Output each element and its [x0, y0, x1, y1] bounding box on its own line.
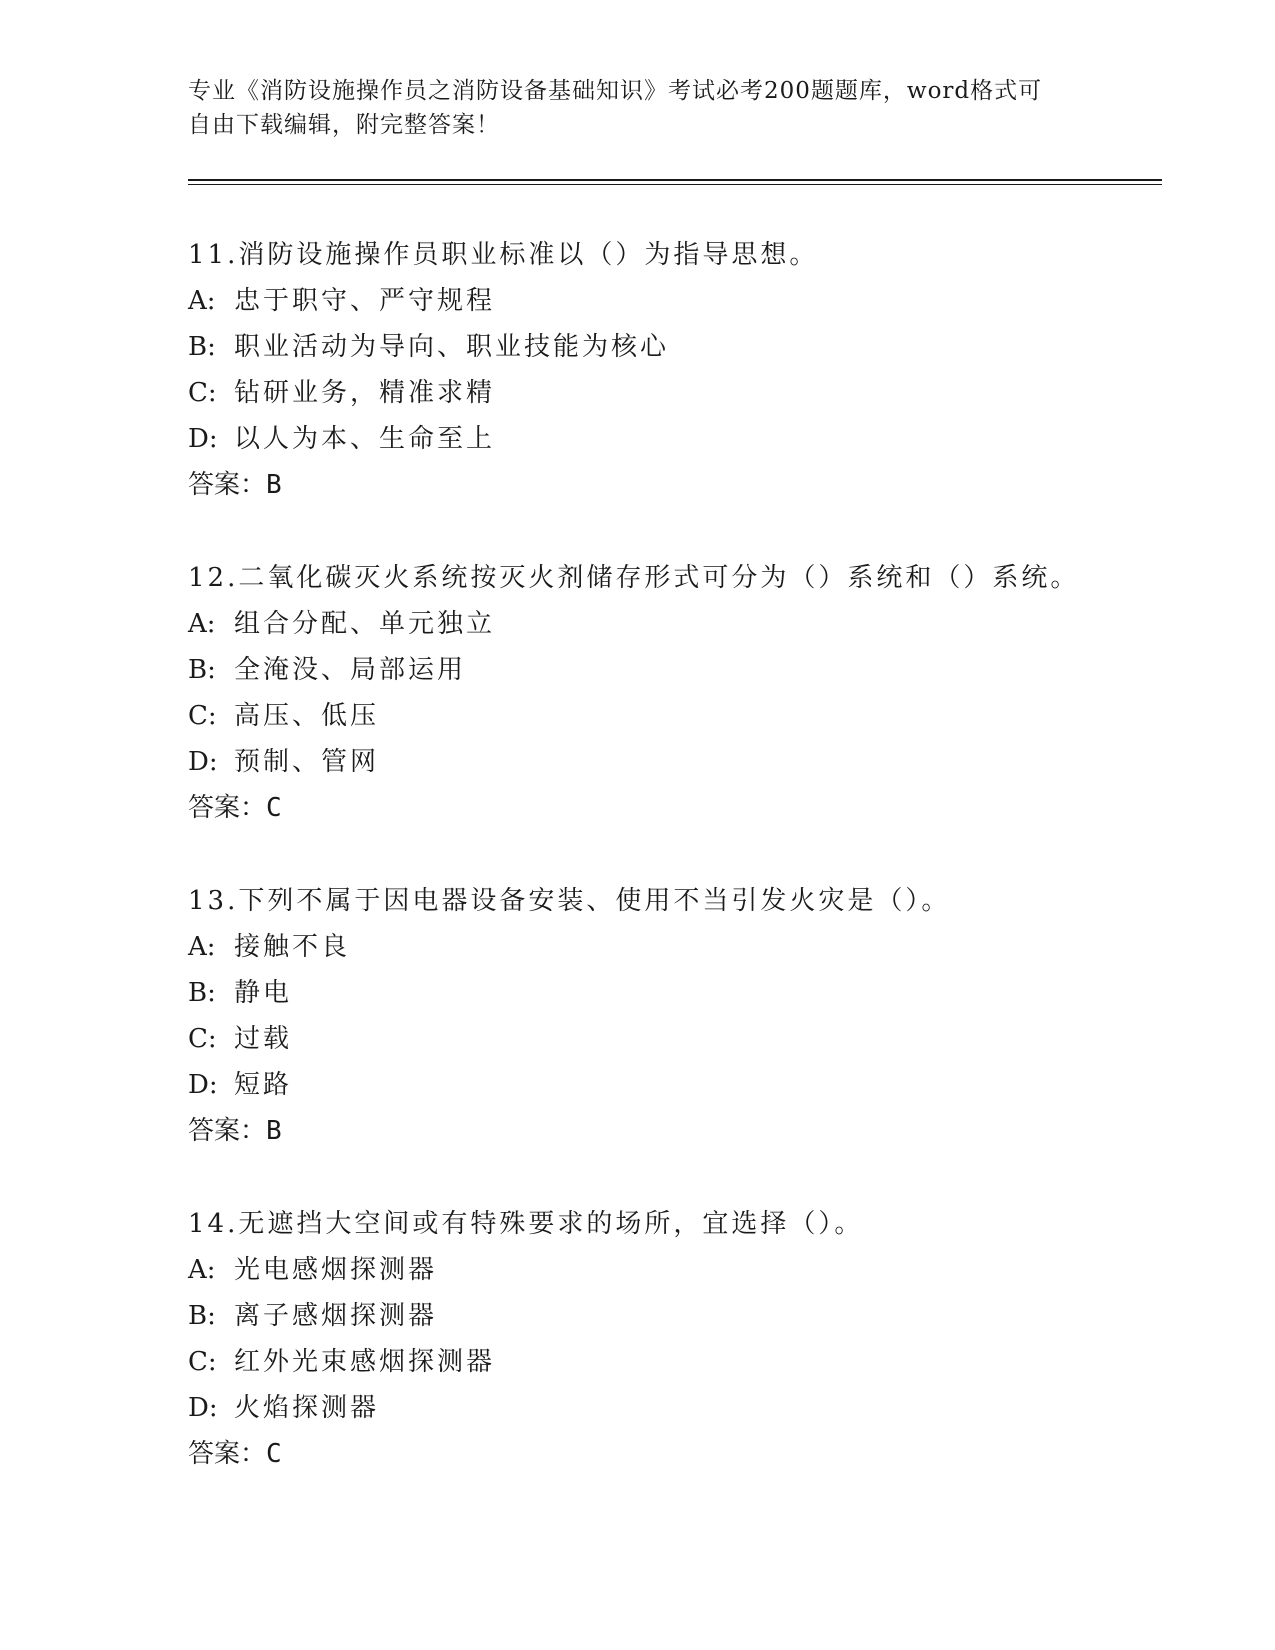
- document-header: [188, 74, 1088, 142]
- option-text: 短路: [234, 1070, 293, 1100]
- option-text: 忠于职守、严守规程: [234, 286, 496, 316]
- option-key: A:: [188, 609, 216, 639]
- answer-value: C: [266, 1439, 282, 1469]
- option-text: 高压、低压: [234, 701, 380, 731]
- answer-line: [188, 462, 1148, 508]
- option-key: C:: [188, 1347, 217, 1377]
- option-text: 过载: [234, 1024, 293, 1054]
- option-a: [188, 1247, 1148, 1293]
- option-key: A:: [188, 286, 216, 316]
- option-key: C:: [188, 378, 217, 408]
- answer-line: [188, 1431, 1148, 1477]
- option-key: B:: [188, 1301, 216, 1331]
- question-item: [188, 232, 1148, 508]
- answer-label: 答案：: [188, 470, 267, 500]
- option-text: 全淹没、局部运用: [234, 655, 467, 685]
- option-key: B:: [188, 655, 216, 685]
- option-d: [188, 1385, 1148, 1431]
- answer-label: 答案：: [188, 1439, 267, 1469]
- option-b: [188, 324, 1148, 370]
- option-a: [188, 601, 1148, 647]
- answer-value: B: [266, 470, 282, 500]
- option-a: [188, 278, 1148, 324]
- option-key: D:: [188, 1070, 218, 1100]
- option-key: A:: [188, 932, 216, 962]
- option-text: 组合分配、单元独立: [234, 609, 496, 639]
- option-text: 光电感烟探测器: [234, 1255, 438, 1285]
- option-key: C:: [188, 701, 217, 731]
- header-divider-thick: [188, 179, 1162, 181]
- option-text: 红外光束感烟探测器: [234, 1347, 496, 1377]
- question-item: [188, 1201, 1148, 1477]
- option-text: 接触不良: [234, 932, 351, 962]
- question-list: [188, 232, 1148, 1524]
- option-text: 静电: [234, 978, 293, 1008]
- option-key: C:: [188, 1024, 217, 1054]
- option-key: A:: [188, 1255, 216, 1285]
- header-line-1: 专业《消防设施操作员之消防设备基础知识》考试必考200题题库，word格式可: [188, 78, 1043, 104]
- header-line-2: 自由下载编辑，附完整答案！: [188, 112, 500, 138]
- option-d: [188, 416, 1148, 462]
- option-text: 钻研业务，精准求精: [234, 378, 496, 408]
- option-c: [188, 1339, 1148, 1385]
- option-text: 以人为本、生命至上: [234, 424, 496, 454]
- option-text: 职业活动为导向、职业技能为核心: [234, 332, 670, 362]
- question-item: [188, 555, 1148, 831]
- answer-label: 答案：: [188, 1116, 267, 1146]
- option-key: D:: [188, 747, 218, 777]
- option-b: [188, 647, 1148, 693]
- option-text: 预制、管网: [234, 747, 380, 777]
- option-key: B:: [188, 978, 216, 1008]
- question-stem: 14.无遮挡大空间或有特殊要求的场所，宜选择（）。: [188, 1209, 864, 1239]
- option-key: D:: [188, 424, 218, 454]
- answer-label: 答案：: [188, 793, 267, 823]
- option-b: [188, 1293, 1148, 1339]
- question-stem: 12.二氧化碳灭火系统按灭火剂储存形式可分为（）系统和（）系统。: [188, 563, 1080, 593]
- option-d: [188, 739, 1148, 785]
- header-divider-thin: [188, 184, 1162, 185]
- option-text: 火焰探测器: [234, 1393, 380, 1423]
- option-c: [188, 693, 1148, 739]
- option-c: [188, 1016, 1148, 1062]
- option-text: 离子感烟探测器: [234, 1301, 438, 1331]
- question-item: [188, 878, 1148, 1154]
- option-b: [188, 970, 1148, 1016]
- answer-value: B: [266, 1116, 282, 1146]
- option-d: [188, 1062, 1148, 1108]
- answer-value: C: [266, 793, 282, 823]
- option-c: [188, 370, 1148, 416]
- answer-line: [188, 1108, 1148, 1154]
- option-a: [188, 924, 1148, 970]
- question-stem: 13.下列不属于因电器设备安装、使用不当引发火灾是（）。: [188, 886, 951, 916]
- option-key: D:: [188, 1393, 218, 1423]
- question-stem: 11.消防设施操作员职业标准以（）为指导思想。: [188, 240, 819, 270]
- answer-line: [188, 785, 1148, 831]
- option-key: B:: [188, 332, 216, 362]
